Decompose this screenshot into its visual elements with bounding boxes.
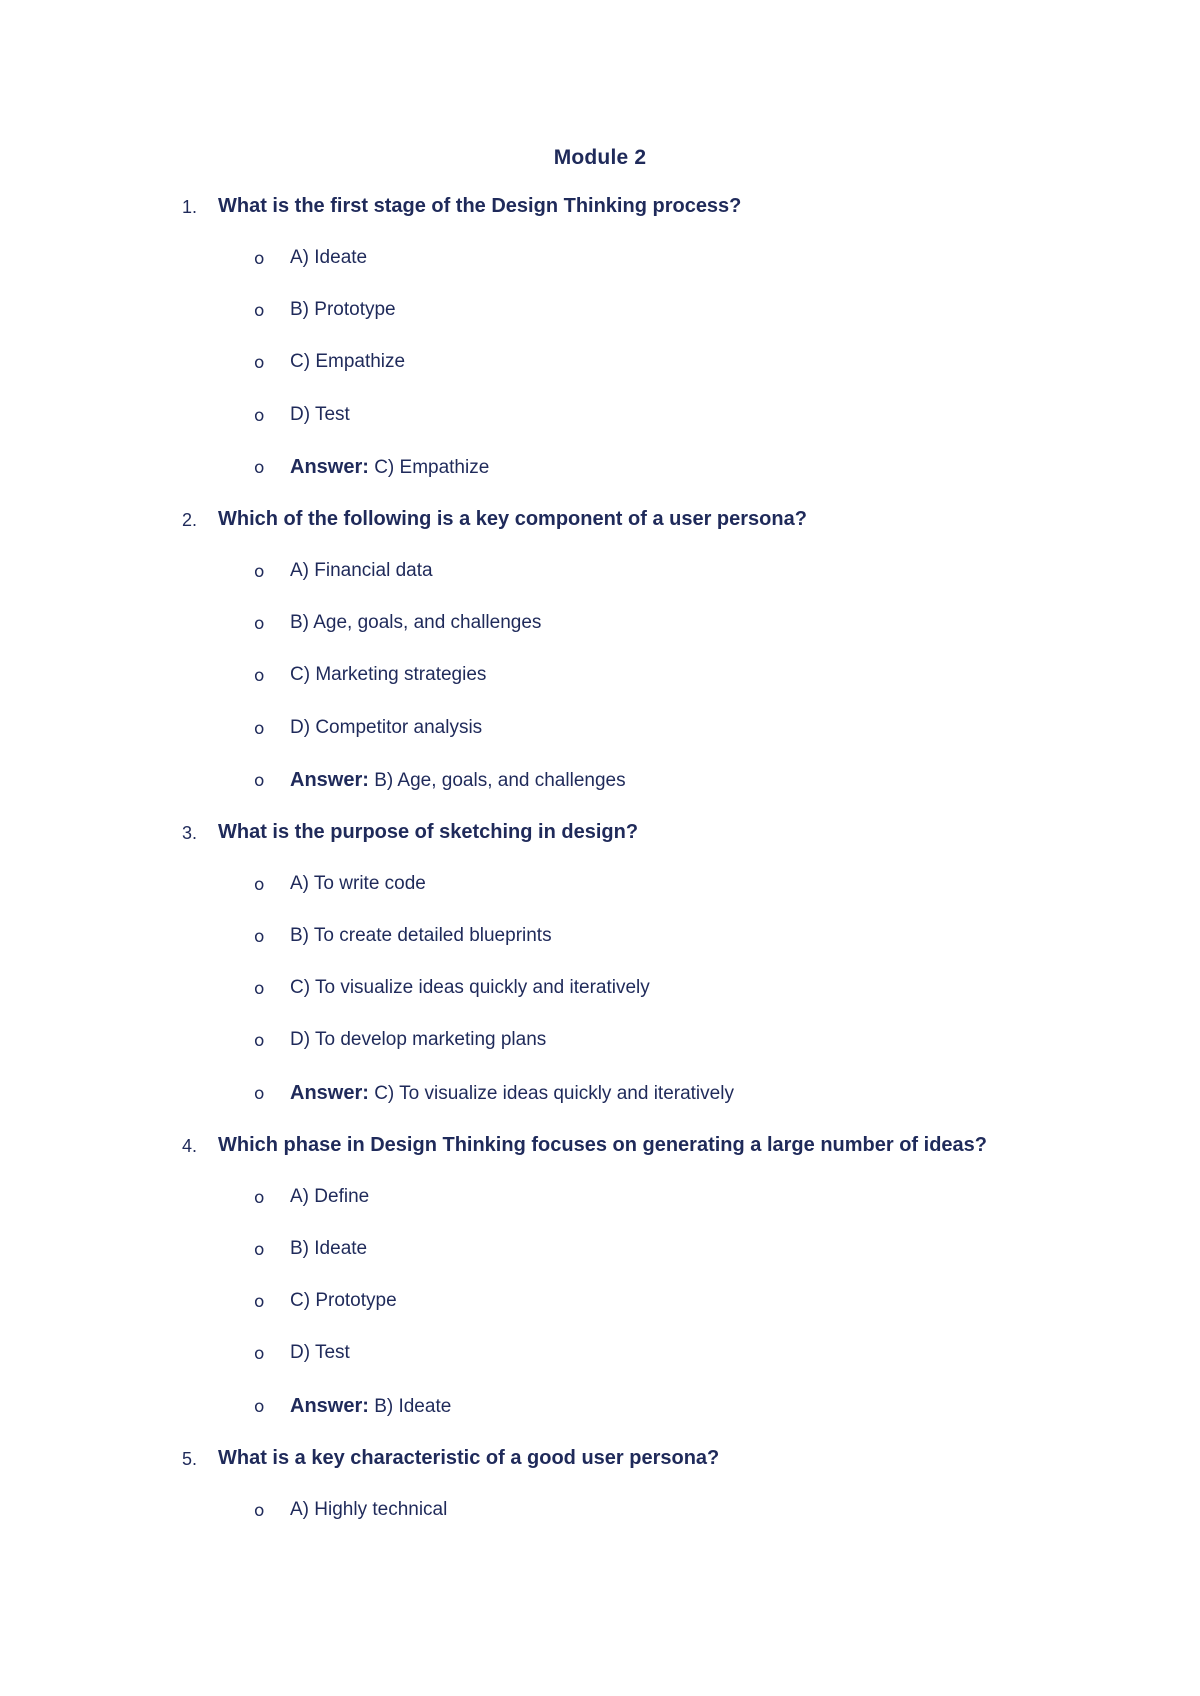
option-text: B) Age, goals, and challenges xyxy=(290,612,542,634)
question-number: 2. xyxy=(182,509,198,530)
option-item xyxy=(0,979,1200,1031)
option-item xyxy=(0,353,1200,405)
question-number: 3. xyxy=(182,822,198,843)
question-item xyxy=(0,507,1200,823)
option-item xyxy=(0,1498,1200,1553)
question-text: What is the purpose of sketching in design? xyxy=(218,820,639,843)
option-text: B) Prototype xyxy=(290,299,396,321)
option-item xyxy=(0,1031,1200,1083)
option-item xyxy=(0,666,1200,718)
option-item xyxy=(0,1344,1200,1396)
question-header xyxy=(0,507,1200,562)
option-text: C) Prototype xyxy=(290,1290,397,1312)
option-text: D) To develop marketing plans xyxy=(290,1029,547,1051)
option-text: A) Highly technical xyxy=(290,1498,448,1520)
option-list xyxy=(0,872,1200,1136)
question-header xyxy=(0,820,1200,875)
bullet-icon: o xyxy=(254,979,265,1000)
answer-item xyxy=(0,1081,1200,1136)
page-title: Module 2 xyxy=(553,146,647,169)
question-header xyxy=(0,1133,1200,1188)
option-text: D) Test xyxy=(290,1342,350,1364)
option-item xyxy=(0,1185,1200,1240)
option-text: C) To visualize ideas quickly and iteratively xyxy=(290,977,650,999)
bullet-icon: o xyxy=(254,927,265,948)
answer-value: C) Empathize xyxy=(374,456,490,478)
question-item xyxy=(0,1446,1200,1553)
bullet-icon: o xyxy=(254,770,265,791)
question-item xyxy=(0,820,1200,1136)
option-item xyxy=(0,1240,1200,1292)
question-item xyxy=(0,1133,1200,1449)
question-item xyxy=(0,197,1200,510)
answer-text xyxy=(290,769,626,792)
option-item xyxy=(0,301,1200,353)
bullet-icon: o xyxy=(254,1031,265,1052)
option-item xyxy=(0,614,1200,666)
bullet-icon: o xyxy=(254,1240,265,1260)
bullet-icon: o xyxy=(254,405,265,426)
bullet-icon: o xyxy=(254,614,265,635)
bullet-icon: o xyxy=(254,353,265,374)
question-number: 5. xyxy=(182,1448,198,1469)
answer-value: C) To visualize ideas quickly and iteratively xyxy=(374,1082,734,1104)
answer-item xyxy=(0,1394,1200,1449)
answer-text xyxy=(290,1082,734,1105)
option-list xyxy=(0,1185,1200,1449)
answer-item xyxy=(0,768,1200,823)
option-text: B) Ideate xyxy=(290,1238,368,1259)
bullet-icon: o xyxy=(254,457,265,478)
option-text: A) Financial data xyxy=(290,559,433,581)
option-item xyxy=(0,927,1200,979)
option-text: A) Ideate xyxy=(290,247,368,268)
bullet-icon: o xyxy=(254,874,265,895)
question-number: 4. xyxy=(182,1135,198,1156)
question-header xyxy=(0,1446,1200,1501)
option-item xyxy=(0,559,1200,614)
bullet-icon: o xyxy=(254,1187,265,1208)
option-item xyxy=(0,716,1200,771)
bullet-icon: o xyxy=(254,1292,265,1313)
answer-label: Answer: xyxy=(290,1394,369,1417)
option-item xyxy=(0,249,1200,301)
answer-label: Answer: xyxy=(290,455,369,478)
answer-value: B) Ideate xyxy=(374,1395,452,1417)
answer-text xyxy=(290,1395,451,1418)
question-number: 1. xyxy=(182,197,198,217)
bullet-icon: o xyxy=(254,718,265,739)
question-text: Which phase in Design Thinking focuses on generating a large number of ideas? xyxy=(218,1133,988,1156)
question-text: What is a key characteristic of a good user persona? xyxy=(218,1446,720,1469)
option-text: B) To create detailed blueprints xyxy=(290,925,552,947)
option-item xyxy=(0,872,1200,927)
bullet-icon: o xyxy=(254,666,265,687)
option-item xyxy=(0,403,1200,458)
option-list xyxy=(0,559,1200,823)
option-text: A) To write code xyxy=(290,872,426,894)
option-text: C) Marketing strategies xyxy=(290,664,487,686)
answer-value: B) Age, goals, and challenges xyxy=(374,769,626,791)
bullet-icon: o xyxy=(254,249,265,269)
answer-label: Answer: xyxy=(290,1081,369,1104)
option-list xyxy=(0,1498,1200,1553)
question-list xyxy=(0,197,1200,1553)
bullet-icon: o xyxy=(254,561,265,582)
bullet-icon: o xyxy=(254,1396,265,1417)
question-text: What is the first stage of the Design Thinking process? xyxy=(218,195,742,217)
option-list xyxy=(0,249,1200,510)
bullet-icon: o xyxy=(254,1500,265,1521)
question-text: Which of the following is a key component of a user persona? xyxy=(218,507,807,530)
bullet-icon: o xyxy=(254,301,265,322)
option-item xyxy=(0,1292,1200,1344)
answer-label: Answer: xyxy=(290,768,369,791)
bullet-icon: o xyxy=(254,1344,265,1365)
option-text: D) Competitor analysis xyxy=(290,716,483,738)
answer-item xyxy=(0,455,1200,510)
option-text: C) Empathize xyxy=(290,351,406,373)
answer-text xyxy=(290,456,489,479)
option-text: D) Test xyxy=(290,403,350,425)
bullet-icon: o xyxy=(254,1083,265,1104)
question-header xyxy=(0,197,1200,249)
option-text: A) Define xyxy=(290,1185,370,1207)
